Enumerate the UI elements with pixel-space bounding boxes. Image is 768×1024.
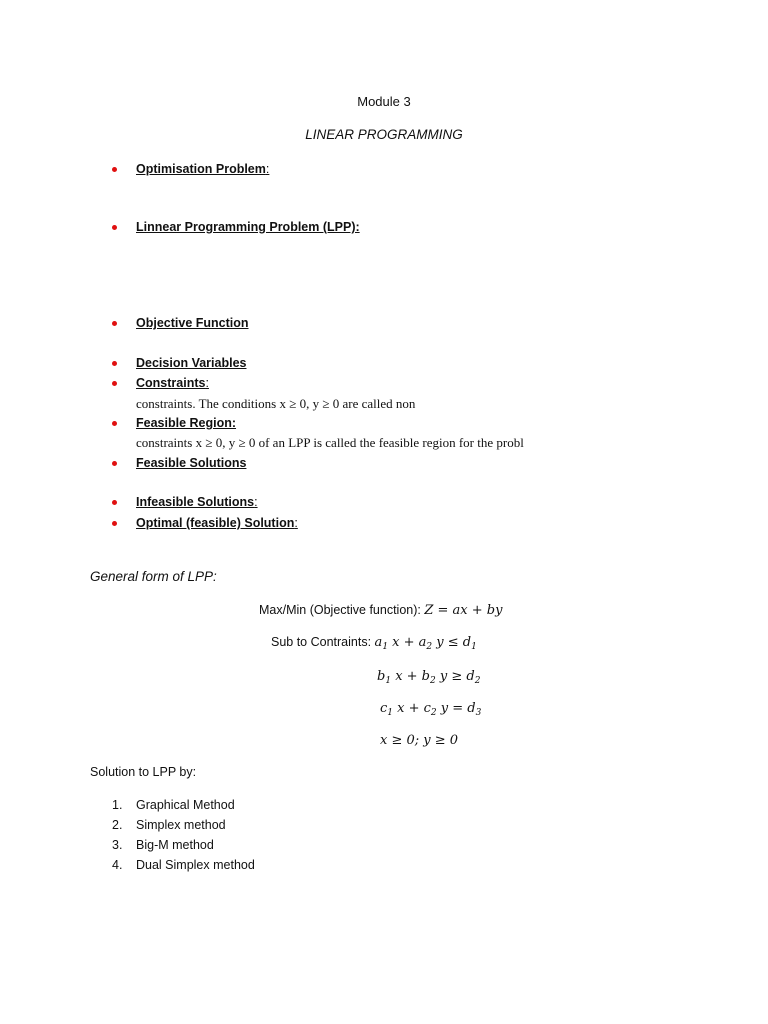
- bullet-dot: [110, 221, 120, 231]
- list-number: 1.: [112, 798, 123, 812]
- term-feasible-solutions: Feasible Solutions: [136, 456, 247, 470]
- term-feasible-region: Feasible Region:: [136, 416, 237, 430]
- constraint-2: $b_1$ $x + b_2$ $y \ge d_2$: [377, 669, 481, 686]
- constraint-line-1: [271, 635, 477, 652]
- term-infeasible-solutions: Infeasible Solutions:: [136, 495, 258, 509]
- term-constraints: Constraints:: [136, 376, 209, 390]
- feasible-region-description: constraints x ≥ 0, y ≥ 0 of an LPP is called the feasible region for the probl: [136, 435, 524, 450]
- constraint-1: $a_1$ $x + a_2$ $y \le d_1$: [374, 635, 477, 652]
- term-decision-variables: Decision Variables: [136, 356, 247, 370]
- term-lpp: Linnear Programming Problem (LPP):: [136, 220, 360, 234]
- method-dual-simplex: Dual Simplex method: [136, 858, 255, 872]
- solution-heading: Solution to LPP by:: [90, 765, 197, 779]
- constraints-label: Sub to Contraints:: [271, 635, 372, 649]
- objective-expression: Z = ax + by: [424, 603, 503, 618]
- bullet-dot: [110, 457, 120, 467]
- general-form-heading: General form of LPP:: [90, 569, 217, 584]
- objective-line: [259, 603, 502, 618]
- objective-label: Max/Min (Objective function):: [259, 603, 421, 617]
- term-optimisation-problem: Optimisation Problem:: [136, 162, 270, 176]
- list-number: 3.: [112, 838, 123, 852]
- bullet-dot: [110, 517, 120, 527]
- bullet-dot: [110, 163, 120, 173]
- module-label: Module 3: [357, 94, 411, 109]
- bullet-dot: [110, 357, 120, 367]
- constraints-description: constraints. The conditions x ≥ 0, y ≥ 0 are called non: [136, 396, 416, 411]
- term-objective-function: Objective Function: [136, 316, 249, 330]
- bullet-dot: [110, 377, 120, 387]
- method-graphical: Graphical Method: [136, 798, 235, 812]
- list-number: 2.: [112, 818, 123, 832]
- nonnegativity-constraint: x ≥ 0; y ≥ 0: [380, 733, 459, 748]
- constraint-3: $c_1$ $x + c_2$ $y = d_3$: [380, 701, 482, 718]
- bullet-dot: [110, 317, 120, 327]
- term-optimal-solution: Optimal (feasible) Solution:: [136, 516, 298, 530]
- list-number: 4.: [112, 858, 123, 872]
- bullet-dot: [110, 496, 120, 506]
- bullet-dot: [110, 417, 120, 427]
- method-simplex: Simplex method: [136, 818, 226, 832]
- method-big-m: Big-M method: [136, 838, 214, 852]
- document-title: LINEAR PROGRAMMING: [305, 127, 463, 142]
